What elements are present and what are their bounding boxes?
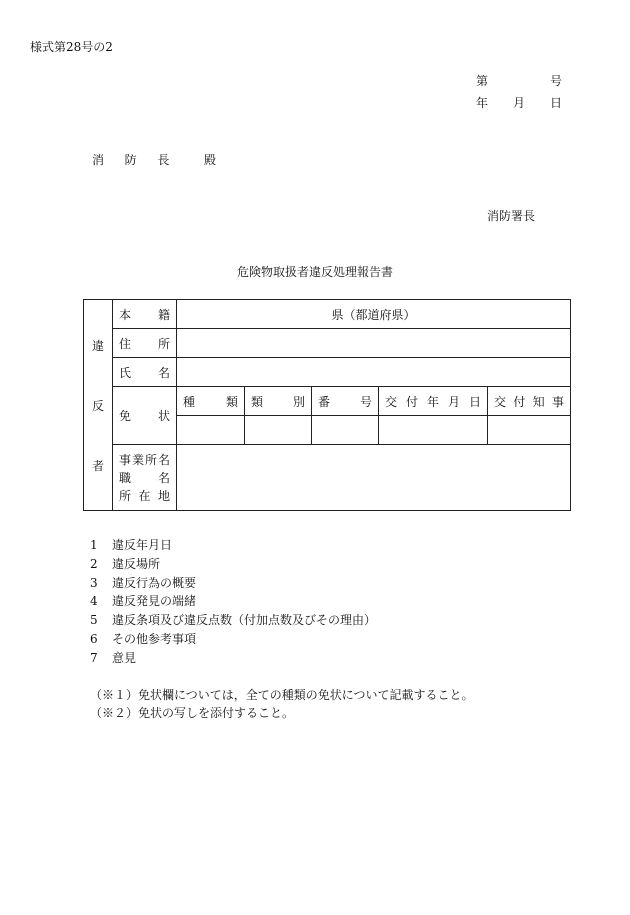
item-number: 5	[90, 613, 98, 628]
document-number-line	[476, 72, 562, 89]
row-shimei	[84, 358, 571, 387]
header-char: 種	[183, 394, 196, 409]
item-text: 違反場所	[112, 556, 161, 571]
label-char: 職	[119, 470, 132, 485]
header-char: 交	[494, 394, 507, 409]
menjo-value-shurui	[177, 416, 245, 445]
list-item	[90, 630, 376, 649]
shimei-value	[177, 358, 571, 387]
office-label	[113, 445, 177, 511]
addressee-char: 防	[124, 153, 137, 167]
date-month: 月	[512, 96, 525, 110]
honorific: 殿	[203, 153, 216, 167]
shimei-label	[113, 358, 177, 387]
label-char: 本	[119, 307, 132, 322]
violator-table	[83, 299, 571, 511]
document-title	[0, 263, 630, 280]
item-text: 違反条項及び違反点数（付加点数及びその理由）	[112, 613, 377, 628]
list-item	[90, 649, 376, 668]
jusho-value	[177, 329, 571, 358]
list-item	[90, 611, 376, 630]
honseki-value: 県（都道府県）	[177, 300, 571, 329]
honseki-label	[113, 300, 177, 329]
date-year: 年	[476, 96, 489, 110]
item-number: 4	[90, 594, 98, 609]
label-char: 名	[157, 470, 170, 485]
row-jusho	[84, 329, 571, 358]
label-char: 業	[131, 452, 144, 467]
header-char: 年	[426, 394, 439, 409]
addressee-char: 長	[157, 153, 170, 167]
row-office	[84, 445, 571, 511]
header-char: 類	[225, 394, 238, 409]
item-text: 意見	[112, 650, 137, 665]
menjo-header-kofu-chiji	[488, 387, 571, 416]
item-number: 6	[90, 631, 98, 646]
form-number: 様式第28号の2	[30, 40, 113, 54]
list-item	[90, 555, 376, 574]
date-day: 日	[549, 96, 562, 110]
jusho-label	[113, 329, 177, 358]
menjo-value-ruibetsu	[245, 416, 312, 445]
document-title-text: 危険物取扱者違反処理報告書	[236, 265, 393, 279]
header-char: 類	[251, 394, 264, 409]
header-char: 事	[551, 394, 564, 409]
item-number: 3	[90, 575, 98, 590]
row-honseki	[84, 300, 571, 329]
number-suffix: 号	[549, 74, 562, 88]
menjo-value-kofu-chiji	[488, 416, 571, 445]
label-char: 所	[119, 488, 132, 503]
header-char: 別	[292, 394, 305, 409]
report-items	[90, 536, 376, 668]
label-char: 免	[119, 409, 132, 423]
side-label-char: 反	[91, 398, 104, 413]
list-item	[90, 574, 376, 593]
label-char: 住	[119, 336, 132, 351]
menjo-value-bango	[312, 416, 379, 445]
number-prefix: 第	[476, 74, 489, 88]
side-label-char: 違	[91, 338, 104, 353]
menjo-value-kofu-date	[379, 416, 488, 445]
item-text: 違反発見の端緒	[112, 594, 197, 609]
note-line: （※２）免状の写しを添付すること。	[90, 706, 295, 720]
item-number: 7	[90, 650, 98, 665]
list-item	[90, 536, 376, 555]
label-char: 所	[157, 336, 170, 351]
violator-label-cell	[84, 300, 113, 511]
header-char: 付	[405, 394, 418, 409]
label-char: 名	[157, 452, 170, 467]
note-line: （※１）免状欄については，全ての種類の免状について記載すること。	[90, 688, 474, 702]
sender: 消防署長	[487, 209, 536, 223]
notes	[90, 686, 474, 722]
label-char: 名	[157, 365, 170, 380]
header-char: 知	[532, 394, 545, 409]
menjo-header-ruibetsu	[245, 387, 312, 416]
office-value	[177, 445, 571, 511]
document-date-line	[476, 94, 562, 111]
item-text: その他参考事項	[112, 631, 197, 646]
header-char: 日	[468, 394, 481, 409]
header-char: 号	[359, 394, 372, 409]
item-number: 1	[90, 538, 98, 552]
label-char: 籍	[157, 307, 170, 322]
item-text: 違反行為の概要	[112, 575, 197, 590]
row-menjo-headers	[84, 387, 571, 416]
header-char: 月	[447, 394, 460, 409]
item-text: 違反年月日	[112, 538, 173, 552]
addressee-char: 消	[92, 153, 105, 167]
label-char: 状	[157, 409, 170, 423]
label-char: 地	[157, 488, 170, 503]
header-char: 番	[318, 394, 331, 409]
label-char: 在	[138, 488, 151, 503]
header-char: 付	[513, 394, 526, 409]
label-char: 事	[119, 452, 132, 467]
header-char: 交	[385, 394, 398, 409]
addressee	[92, 151, 216, 168]
side-label-char: 者	[91, 458, 104, 473]
menjo-header-shurui	[177, 387, 245, 416]
label-char: 所	[144, 452, 157, 467]
list-item	[90, 592, 376, 611]
item-number: 2	[90, 556, 98, 571]
menjo-header-bango	[312, 387, 379, 416]
menjo-label	[113, 387, 177, 445]
label-char: 氏	[119, 365, 132, 380]
menjo-header-kofu-date	[379, 387, 488, 416]
